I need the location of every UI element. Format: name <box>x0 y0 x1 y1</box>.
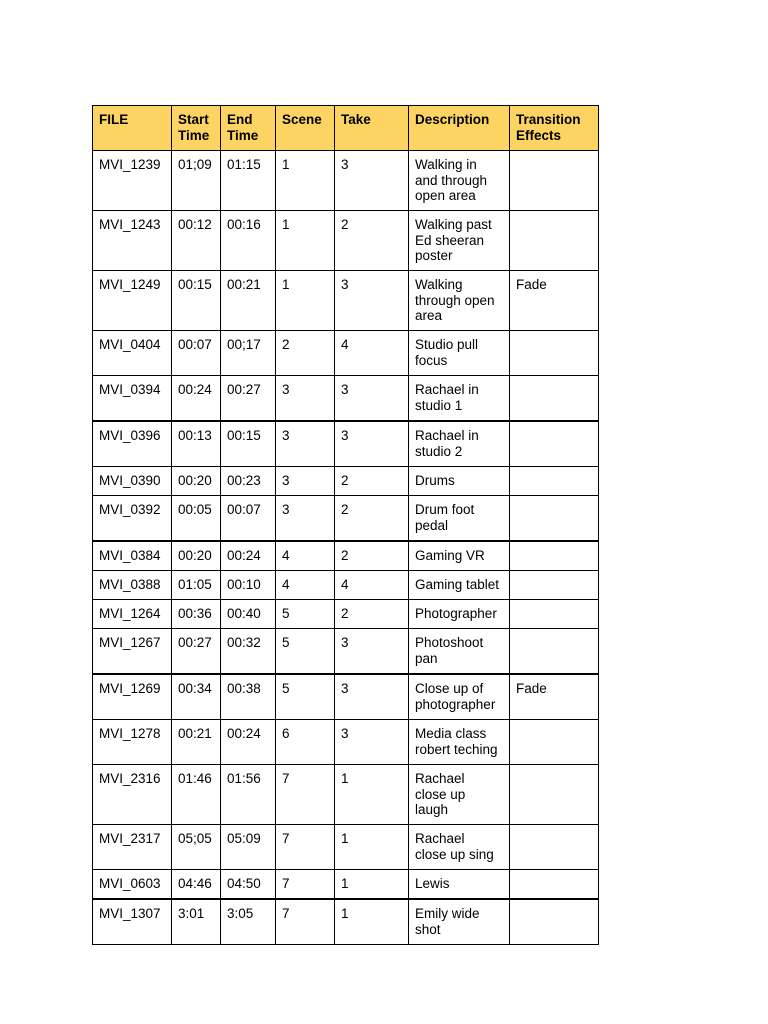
cell-transition-effects <box>510 467 599 496</box>
table-row <box>93 899 599 945</box>
cell-end-time: 00:10 <box>221 571 276 600</box>
cell-end-time: 3:05 <box>221 899 276 945</box>
cell-start-time: 3:01 <box>172 899 221 945</box>
cell-scene: 7 <box>276 765 335 825</box>
cell-scene: 3 <box>276 467 335 496</box>
table-row <box>93 376 599 422</box>
table-row <box>93 674 599 720</box>
cell-description: Close up of photographer <box>409 674 510 720</box>
cell-transition-effects <box>510 496 599 542</box>
cell-scene: 6 <box>276 720 335 765</box>
cell-scene: 4 <box>276 541 335 571</box>
cell-transition-effects <box>510 376 599 422</box>
cell-transition-effects <box>510 720 599 765</box>
cell-description: Drum foot pedal <box>409 496 510 542</box>
cell-scene: 4 <box>276 571 335 600</box>
cell-take: 1 <box>335 870 409 900</box>
cell-end-time: 00:32 <box>221 629 276 675</box>
cell-scene: 3 <box>276 496 335 542</box>
header-cell-description: Description <box>409 106 510 151</box>
cell-transition-effects <box>510 331 599 376</box>
cell-transition-effects <box>510 421 599 467</box>
cell-scene: 3 <box>276 376 335 422</box>
cell-file: MVI_1267 <box>93 629 172 675</box>
cell-file: MVI_2317 <box>93 825 172 870</box>
cell-start-time: 00:34 <box>172 674 221 720</box>
cell-description: Rachael close up laugh <box>409 765 510 825</box>
cell-start-time: 00:07 <box>172 331 221 376</box>
cell-end-time: 00:23 <box>221 467 276 496</box>
cell-start-time: 01:46 <box>172 765 221 825</box>
header-cell-start-time: Start Time <box>172 106 221 151</box>
cell-file: MVI_0603 <box>93 870 172 900</box>
cell-end-time: 00:24 <box>221 720 276 765</box>
cell-start-time: 00:27 <box>172 629 221 675</box>
cell-end-time: 01:56 <box>221 765 276 825</box>
cell-transition-effects: Fade <box>510 674 599 720</box>
cell-end-time: 00;17 <box>221 331 276 376</box>
cell-scene: 1 <box>276 151 335 211</box>
cell-transition-effects <box>510 571 599 600</box>
header-cell-file: FILE <box>93 106 172 151</box>
cell-transition-effects <box>510 211 599 271</box>
cell-file: MVI_0384 <box>93 541 172 571</box>
cell-transition-effects: Fade <box>510 271 599 331</box>
cell-end-time: 04:50 <box>221 870 276 900</box>
cell-start-time: 00:12 <box>172 211 221 271</box>
cell-file: MVI_0396 <box>93 421 172 467</box>
cell-description: Walking through open area <box>409 271 510 331</box>
cell-file: MVI_1269 <box>93 674 172 720</box>
cell-description: Gaming VR <box>409 541 510 571</box>
cell-description: Walking in and through open area <box>409 151 510 211</box>
cell-take: 4 <box>335 571 409 600</box>
cell-scene: 3 <box>276 421 335 467</box>
cell-scene: 7 <box>276 825 335 870</box>
cell-description: Studio pull focus <box>409 331 510 376</box>
cell-scene: 5 <box>276 674 335 720</box>
cell-description: Rachael in studio 2 <box>409 421 510 467</box>
cell-file: MVI_0390 <box>93 467 172 496</box>
table-row <box>93 467 599 496</box>
cell-take: 2 <box>335 496 409 542</box>
cell-take: 2 <box>335 211 409 271</box>
cell-end-time: 00:07 <box>221 496 276 542</box>
header-row <box>93 106 599 151</box>
cell-start-time: 01;09 <box>172 151 221 211</box>
cell-file: MVI_1243 <box>93 211 172 271</box>
table-row <box>93 571 599 600</box>
cell-end-time: 00:27 <box>221 376 276 422</box>
cell-start-time: 00:36 <box>172 600 221 629</box>
table-row <box>93 825 599 870</box>
cell-take: 3 <box>335 629 409 675</box>
cell-scene: 7 <box>276 870 335 900</box>
cell-start-time: 00:20 <box>172 541 221 571</box>
cell-transition-effects <box>510 825 599 870</box>
cell-take: 3 <box>335 421 409 467</box>
cell-scene: 1 <box>276 271 335 331</box>
cell-file: MVI_1264 <box>93 600 172 629</box>
cell-transition-effects <box>510 870 599 900</box>
shot-log-table <box>92 105 599 945</box>
cell-scene: 1 <box>276 211 335 271</box>
cell-start-time: 01:05 <box>172 571 221 600</box>
table-row <box>93 331 599 376</box>
cell-transition-effects <box>510 899 599 945</box>
table-row <box>93 765 599 825</box>
cell-description: Media class robert teching <box>409 720 510 765</box>
cell-description: Photographer <box>409 600 510 629</box>
cell-end-time: 00:15 <box>221 421 276 467</box>
cell-take: 3 <box>335 720 409 765</box>
table-header <box>93 106 599 151</box>
cell-start-time: 00:05 <box>172 496 221 542</box>
table-row <box>93 421 599 467</box>
cell-description: Drums <box>409 467 510 496</box>
cell-description: Emily wide shot <box>409 899 510 945</box>
cell-file: MVI_2316 <box>93 765 172 825</box>
header-cell-take: Take <box>335 106 409 151</box>
cell-scene: 2 <box>276 331 335 376</box>
table-row <box>93 720 599 765</box>
cell-transition-effects <box>510 600 599 629</box>
cell-take: 1 <box>335 899 409 945</box>
cell-scene: 5 <box>276 629 335 675</box>
cell-start-time: 00:21 <box>172 720 221 765</box>
cell-take: 3 <box>335 674 409 720</box>
cell-start-time: 00:15 <box>172 271 221 331</box>
cell-file: MVI_0394 <box>93 376 172 422</box>
table-body <box>93 151 599 945</box>
cell-end-time: 00:38 <box>221 674 276 720</box>
cell-description: Lewis <box>409 870 510 900</box>
table-row <box>93 870 599 900</box>
cell-file: MVI_0404 <box>93 331 172 376</box>
cell-end-time: 01:15 <box>221 151 276 211</box>
cell-transition-effects <box>510 765 599 825</box>
cell-start-time: 00:20 <box>172 467 221 496</box>
cell-take: 2 <box>335 467 409 496</box>
cell-transition-effects <box>510 629 599 675</box>
cell-transition-effects <box>510 541 599 571</box>
cell-take: 2 <box>335 541 409 571</box>
cell-description: Photoshoot pan <box>409 629 510 675</box>
cell-start-time: 00:13 <box>172 421 221 467</box>
cell-take: 1 <box>335 765 409 825</box>
cell-description: Walking past Ed sheeran poster <box>409 211 510 271</box>
cell-scene: 7 <box>276 899 335 945</box>
cell-file: MVI_1239 <box>93 151 172 211</box>
table-row <box>93 496 599 542</box>
table-row <box>93 151 599 211</box>
cell-start-time: 00:24 <box>172 376 221 422</box>
cell-description: Rachael in studio 1 <box>409 376 510 422</box>
cell-end-time: 00:24 <box>221 541 276 571</box>
cell-end-time: 00:21 <box>221 271 276 331</box>
cell-end-time: 00:40 <box>221 600 276 629</box>
table-row <box>93 600 599 629</box>
cell-transition-effects <box>510 151 599 211</box>
cell-take: 4 <box>335 331 409 376</box>
cell-file: MVI_1278 <box>93 720 172 765</box>
header-cell-transition-effects: Transition Effects <box>510 106 599 151</box>
cell-take: 3 <box>335 151 409 211</box>
table-row <box>93 541 599 571</box>
table-row <box>93 271 599 331</box>
table-row <box>93 211 599 271</box>
cell-description: Rachael close up sing <box>409 825 510 870</box>
cell-file: MVI_0388 <box>93 571 172 600</box>
cell-file: MVI_1307 <box>93 899 172 945</box>
cell-file: MVI_1249 <box>93 271 172 331</box>
cell-scene: 5 <box>276 600 335 629</box>
cell-take: 2 <box>335 600 409 629</box>
cell-take: 1 <box>335 825 409 870</box>
cell-end-time: 00:16 <box>221 211 276 271</box>
cell-take: 3 <box>335 271 409 331</box>
header-cell-end-time: End Time <box>221 106 276 151</box>
cell-file: MVI_0392 <box>93 496 172 542</box>
cell-description: Gaming tablet <box>409 571 510 600</box>
cell-start-time: 04:46 <box>172 870 221 900</box>
cell-start-time: 05;05 <box>172 825 221 870</box>
cell-take: 3 <box>335 376 409 422</box>
table-row <box>93 629 599 675</box>
cell-end-time: 05:09 <box>221 825 276 870</box>
header-cell-scene: Scene <box>276 106 335 151</box>
